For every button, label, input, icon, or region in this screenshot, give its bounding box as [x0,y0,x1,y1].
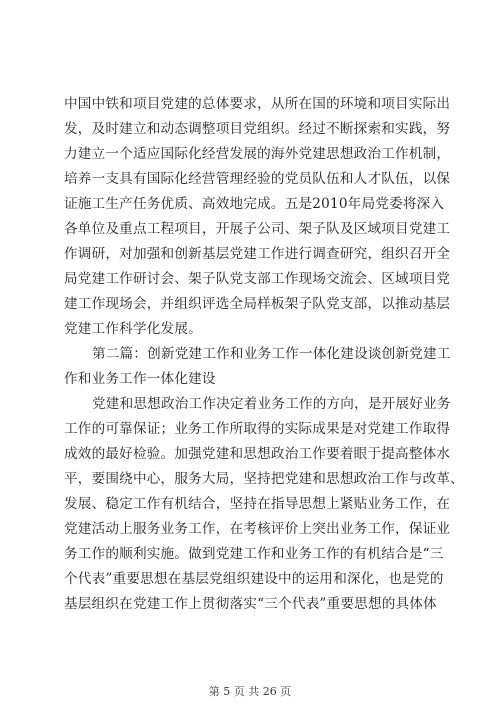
text-line: 各单位及重点工程项目，开展子公司、架子队及区域项目党建工 [64,221,451,237]
text-line: 证施工生产任务优质、高效地完成。五是2010年局党委将深入 [64,196,445,212]
text-line: 成效的最好检验。加强党建和思想政治工作要着眼于提高整体水 [64,446,451,462]
text-line: 务工作的顺利实施。做到党建工作和业务工作的有机结合是“三 [64,546,444,562]
text-line: 培养一支具有国际化经营管理经验的党员队伍和人才队伍，以保 [64,171,451,187]
text-line: 作调研，对加强和创新基层党建工作进行调查研究，组织召开全 [64,246,451,262]
page-number-footer: 第 5 页 共 26 页 [208,685,292,698]
text-line: 基层组织在党建工作上贯彻落实“三个代表”重要思想的具体体 [64,596,437,612]
text-line: 党建工作科学化发展。 [64,321,202,337]
text-line: 工作的可靠保证；业务工作所取得的实际成果是对党建工作取得 [64,421,451,437]
text-line: 发展、稳定工作有机结合，坚持在指导思想上紧贴业务工作，在 [64,496,451,512]
text-line: 中国中铁和项目党建的总体要求，从所在国的环境和项目实际出 [64,96,451,112]
text-line: 建工作现场会，并组织评选全局样板架子队党支部，以推动基层 [64,296,451,312]
text-line: 党建活动上服务业务工作，在考核评价上突出业务工作，保证业 [64,521,451,537]
text-line: 发，及时建立和动态调整项目党组织。经过不断探索和实践，努 [64,121,451,137]
text-line: 党建和思想政治工作决定着业务工作的方向，是开展好业务 [92,396,451,412]
section-heading-line: 作和业务工作一体化建设 [64,371,216,387]
text-line: 平，要围绕中心，服务大局，坚持把党建和思想政治工作与改革、 [64,471,465,487]
text-line: 局党建工作研讨会、架子队党支部工作现场交流会、区域项目党 [64,271,451,287]
text-line: 个代表”重要思想在基层党组织建设中的运用和深化，也是党的 [64,571,444,587]
text-line: 力建立一个适应国际化经营发展的海外党建思想政治工作机制， [64,146,451,162]
section-heading-line: 第二篇：创新党建工作和业务工作一体化建设谈创新党建工 [92,346,451,362]
